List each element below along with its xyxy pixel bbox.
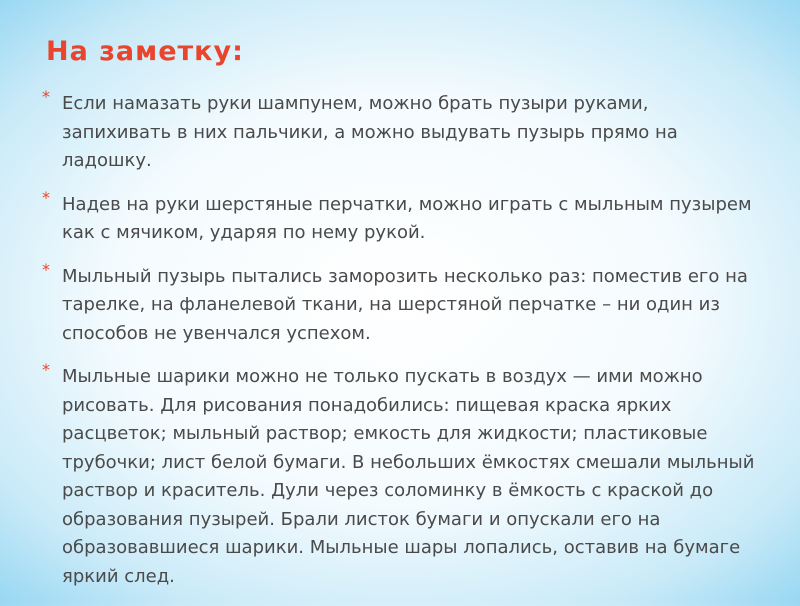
bullet-item: [40, 187, 760, 248]
bullet-item: [40, 259, 760, 349]
slide-title: На заметку:: [46, 36, 244, 67]
bullet-list: [40, 87, 760, 606]
bullet-item: [40, 360, 760, 591]
asterisk-icon: *: [42, 259, 50, 279]
bullet-text: Надев на руки шерстяные перчатки, можно играть с мыльным пузырем как с мячиком, ударяя по нему рукой.: [62, 193, 752, 243]
asterisk-icon: *: [42, 187, 50, 207]
bullet-text: Мыльные шарики можно не только пускать в воздух — ими можно рисовать. Для рисования понадобились: пищевая краска ярких расцветок; мыльный раствор; емкость для жидкости; пластиковые трубочки; лист белой бумаги. В небольших ёмкостях смешали мыльный раствор и краситель. Дули через соломинку в ёмкость с краской до образования пузырей. Брали листок бумаги и опускали его на образовавшиеся шарики. Мыльные шары лопались, оставив на бумаге яркий след.: [62, 366, 755, 587]
bullet-item: [40, 87, 760, 176]
bullet-text: Если намазать руки шампунем, можно брать пузыри руками, запихивать в них пальчики, а можно выдувать пузырь прямо на ладошку.: [62, 93, 678, 171]
asterisk-icon: *: [42, 87, 50, 106]
bullet-text: Мыльный пузырь пытались заморозить несколько раз: поместив его на тарелке, на фланелевой ткани, на шерстяной перчатке – ни один из способов не увенчался успехом.: [62, 265, 748, 344]
asterisk-icon: *: [42, 360, 50, 379]
